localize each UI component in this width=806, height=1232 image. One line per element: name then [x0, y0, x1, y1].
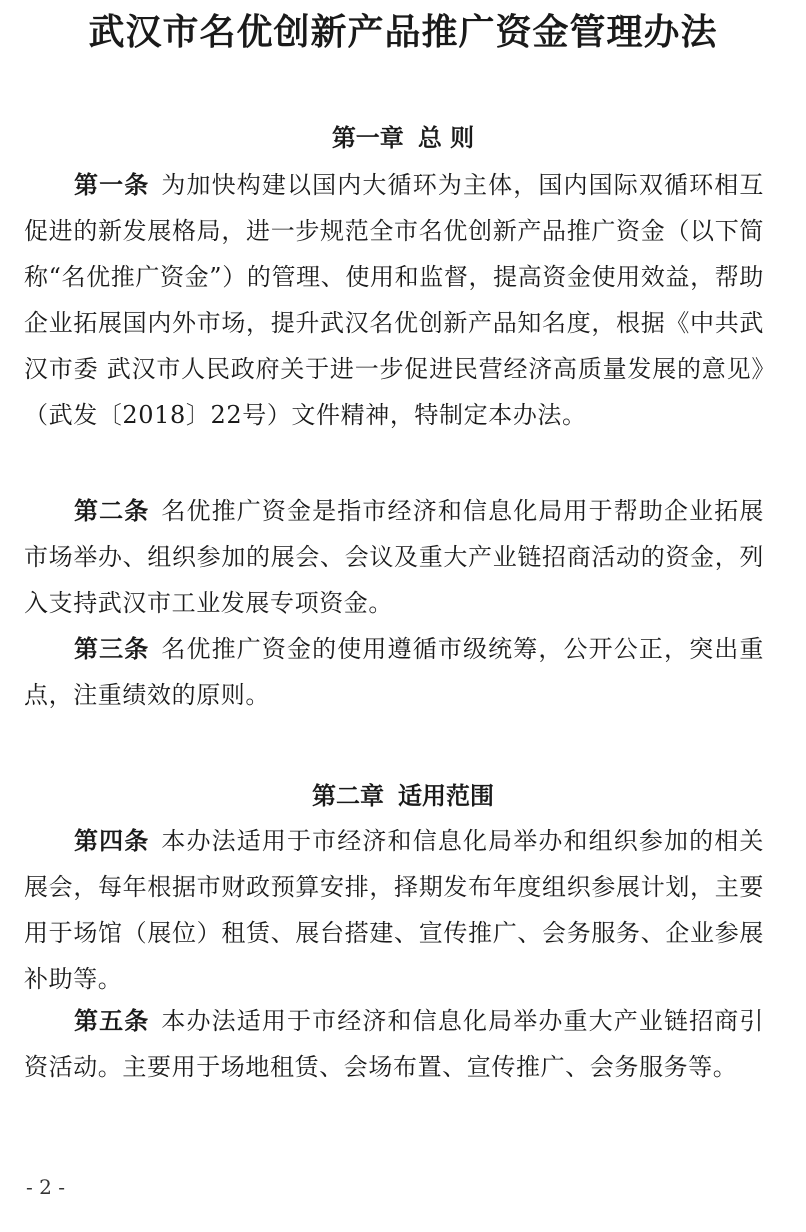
article-4 — [24, 818, 764, 1002]
article-text: 名优推广资金的使用遵循市级统筹，公开公正，突出重点，注重绩效的原则。 — [24, 635, 764, 709]
article-number: 第二条 — [74, 496, 150, 525]
chapter-heading-2 — [0, 780, 806, 812]
article-number: 第四条 — [74, 826, 150, 855]
page-number: - 2 - — [26, 1175, 65, 1199]
article-3 — [24, 626, 764, 718]
article-number: 第五条 — [74, 1006, 150, 1035]
article-2 — [24, 488, 764, 626]
chapter-name: 适用范围 — [398, 781, 494, 810]
article-number: 第三条 — [74, 634, 150, 663]
chapter-heading-1 — [0, 122, 806, 154]
article-text: 为加快构建以国内大循环为主体，国内国际双循环相互促进的新发展格局，进一步规范全市名优创新产品推广资金（以下简称“名优推广资金”）的管理、使用和监督，提高资金使用效益，帮助企业拓展国内外市场，提升武汉名优创新产品知名度，根据《中共武汉市委 武汉市人民政府关于进一步促进民营经济高质量发展的意见》（武发〔2018〕22号）文件精神，特制定本办法。 — [24, 171, 764, 429]
document-title: 武汉市名优创新产品推广资金管理办法 — [88, 11, 718, 53]
article-5 — [24, 998, 764, 1090]
chapter-name: 总 则 — [417, 123, 475, 152]
article-text: 名优推广资金是指市经济和信息化局用于帮助企业拓展市场举办、组织参加的展会、会议及重大产业链招商活动的资金，列入支持武汉市工业发展专项资金。 — [24, 497, 764, 617]
chapter-number: 第一章 — [331, 123, 404, 152]
article-number: 第一条 — [74, 170, 150, 199]
article-text: 本办法适用于市经济和信息化局举办重大产业链招商引资活动。主要用于场地租赁、会场布置、宣传推广、会务服务等。 — [24, 1007, 764, 1081]
chapter-number: 第二章 — [312, 781, 384, 810]
article-1 — [24, 162, 764, 438]
article-text: 本办法适用于市经济和信息化局举办和组织参加的相关展会，每年根据市财政预算安排，择期发布年度组织参展计划，主要用于场馆（展位）租赁、展台搭建、宣传推广、会务服务、企业参展补助等。 — [24, 827, 764, 993]
